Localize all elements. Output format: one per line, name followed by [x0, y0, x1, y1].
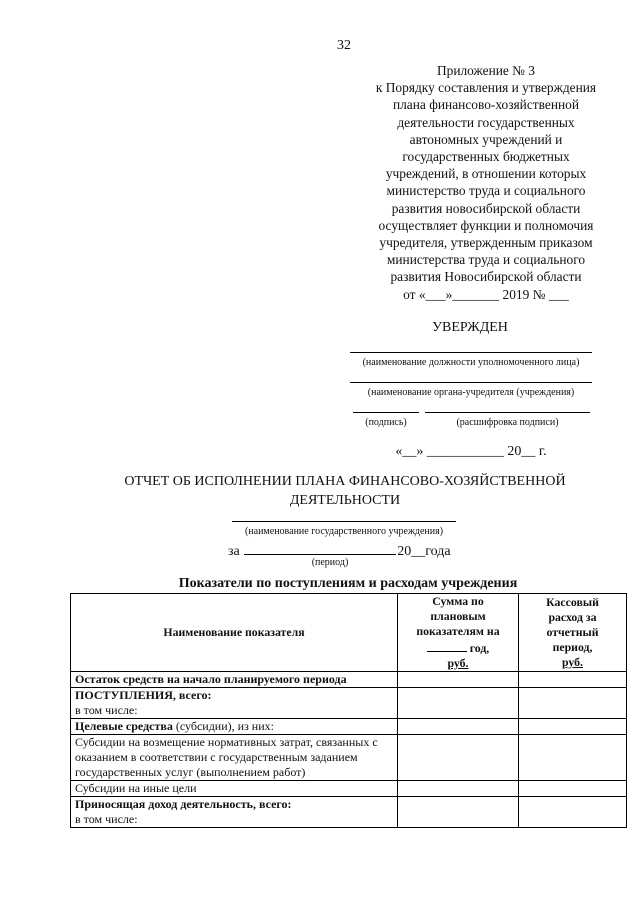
table-header-row: [71, 594, 627, 672]
cash-cell[interactable]: [519, 735, 627, 781]
approved-title: УВЕРЖДЕН: [432, 320, 508, 335]
row-label: Остаток средств на начало планируемого периода: [71, 672, 398, 688]
cash-cell[interactable]: [519, 781, 627, 797]
table-row: [71, 672, 627, 688]
appendix-line: к Порядку составления и утверждения: [375, 80, 597, 96]
row-label: Целевые средства (субсидии), из них:: [71, 719, 398, 735]
appendix-line: учредителя, утвержденным приказом: [379, 235, 593, 251]
plan-cell[interactable]: [398, 797, 519, 828]
period-prefix: за: [228, 544, 240, 559]
decoding-caption: (расшифровка подписи): [456, 417, 559, 428]
appendix-line: автономных учреждений и: [409, 131, 563, 147]
indicators-table: [70, 593, 627, 828]
row-label: Приносящая доход деятельность, всего: в том числе:: [71, 797, 398, 828]
position-caption: (наименование должности уполномоченного лица): [362, 357, 580, 368]
period-year: 20__года: [397, 544, 451, 559]
appendix-line: плана финансово-хозяйственной: [392, 97, 580, 113]
plan-cell[interactable]: [398, 672, 519, 688]
report-title-line: ДЕЯТЕЛЬНОСТИ: [289, 493, 401, 508]
plan-cell[interactable]: [398, 735, 519, 781]
approval-date: «__» ___________ 20__ г.: [395, 444, 547, 459]
table-row: [71, 797, 627, 828]
row-label: ПОСТУПЛЕНИЯ, всего: в том числе:: [71, 688, 398, 719]
position-field-line[interactable]: [350, 352, 592, 353]
table-title: Показатели по поступлениям и расходам учреждения: [178, 576, 518, 591]
table-row: [71, 719, 627, 735]
table-row: [71, 735, 627, 781]
cash-cell[interactable]: [519, 797, 627, 828]
period-caption: (период): [311, 557, 349, 568]
appendix-line: министерства труда и социального: [386, 252, 586, 268]
appendix-line: деятельности государственных: [397, 114, 575, 130]
signature-field-line[interactable]: [353, 412, 419, 413]
institution-field-line[interactable]: [232, 521, 456, 522]
appendix-line: развития новосибирской области: [391, 200, 581, 216]
period-field[interactable]: [244, 541, 396, 555]
signature-caption: (подпись): [365, 417, 407, 428]
body-caption: (наименование органа-учредителя (учреждения): [367, 387, 575, 398]
report-title: [90, 472, 600, 510]
decoding-field-line[interactable]: [425, 412, 590, 413]
row-label: Субсидии на иные цели: [71, 781, 398, 797]
appendix-line: государственных бюджетных: [402, 149, 570, 165]
plan-cell[interactable]: [398, 719, 519, 735]
cash-cell[interactable]: [519, 688, 627, 719]
page-number: 32: [337, 38, 351, 53]
row-label: Субсидии на возмещение нормативных затрат, связанных с оказанием в соответствии с государственным заданием государственных услуг (выполнением работ): [71, 735, 398, 781]
appendix-line: развития Новосибирской области: [390, 269, 582, 285]
appendix-line: министерство труда и социального: [386, 183, 586, 199]
plan-cell[interactable]: [398, 688, 519, 719]
header-name: Наименование показателя: [71, 594, 398, 672]
body-field-line[interactable]: [350, 382, 592, 383]
appendix-line: Приложение № 3: [436, 63, 536, 78]
table-row: [71, 781, 627, 797]
header-plan: Сумма по плановым показателям на год, руб.: [398, 594, 519, 672]
institution-caption: (наименование государственного учреждения): [244, 526, 444, 537]
appendix-block: [342, 62, 630, 303]
plan-year-blank[interactable]: [427, 639, 467, 652]
plan-cell[interactable]: [398, 781, 519, 797]
cash-cell[interactable]: [519, 719, 627, 735]
table-row: [71, 688, 627, 719]
appendix-line: учреждений, в отношении которых: [385, 166, 587, 182]
appendix-line: от «___»_______ 2019 № ___: [403, 286, 569, 302]
cash-cell[interactable]: [519, 672, 627, 688]
appendix-line: осуществляет функции и полномочия: [378, 217, 594, 233]
header-cash: Кассовый расход за отчетный период, руб.: [519, 594, 627, 672]
report-title-line: ОТЧЕТ ОБ ИСПОЛНЕНИИ ПЛАНА ФИНАНСОВО-ХОЗЯЙСТВЕННОЙ: [124, 474, 566, 489]
